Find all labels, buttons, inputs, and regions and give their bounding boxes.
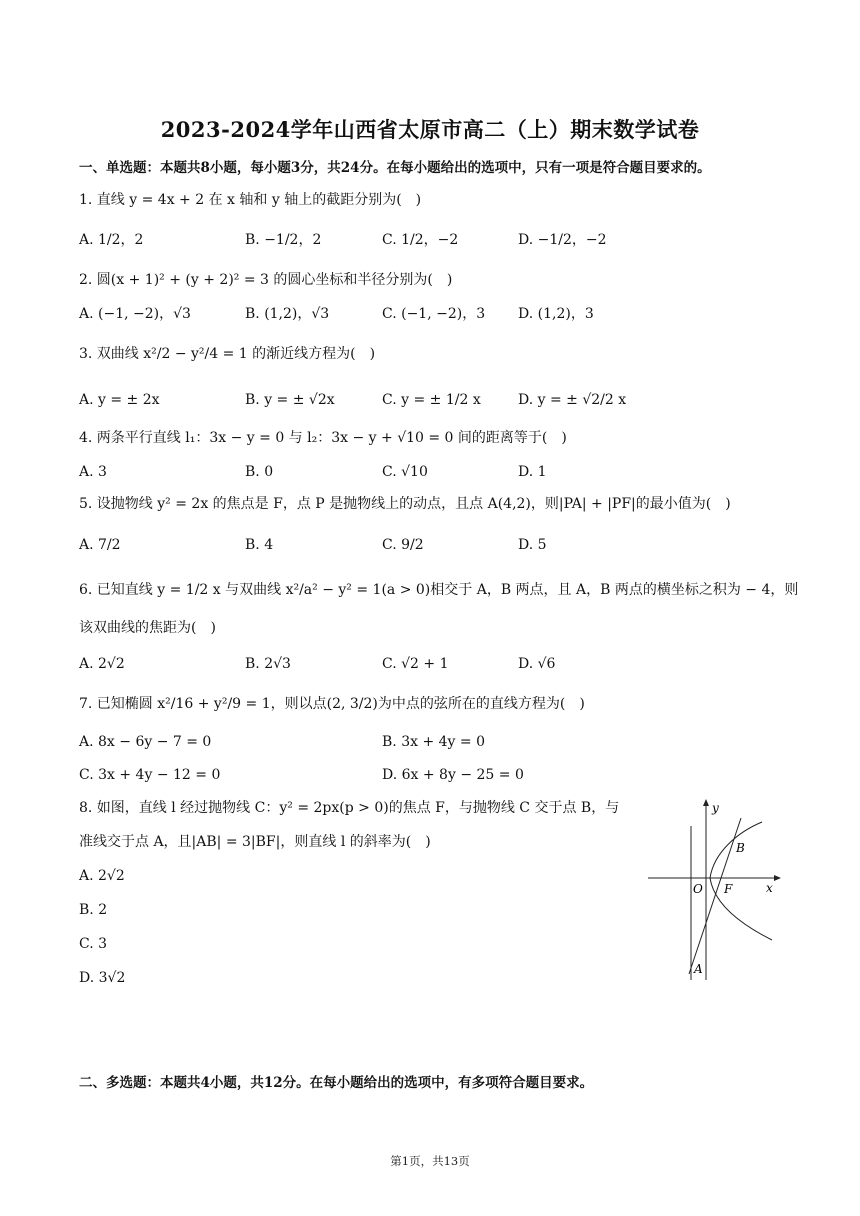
focus-label: F	[724, 882, 733, 896]
q8-option-a[interactable]: A. 2√2	[79, 868, 125, 884]
q3-option-d[interactable]: D. y = ± √2/2 x	[518, 392, 627, 408]
parabola-curve	[710, 822, 772, 940]
question-6: 6. 已知直线 y = 1/2 x 与双曲线 x²/a² − y² = 1(a > 0)相交于 A，B 两点，且 A，B 两点的横坐标之积为 − 4，则	[79, 582, 799, 598]
question-4: 4. 两条平行直线 l₁：3x − y = 0 与 l₂：3x − y + √10 = 0 间的距离等于( )	[79, 430, 567, 446]
point-b-label: B	[736, 841, 745, 855]
q4-option-b[interactable]: B. 0	[245, 464, 274, 480]
q8-option-b[interactable]: B. 2	[79, 902, 108, 918]
q7-option-a[interactable]: A. 8x − 6y − 7 = 0	[79, 734, 212, 750]
question-5: 5. 设抛物线 y² = 2x 的焦点是 F，点 P 是抛物线上的动点，且点 A(4,2)，则|PA| + |PF|的最小值为( )	[79, 496, 731, 512]
q5-option-d[interactable]: D. 5	[518, 537, 547, 553]
section-single-choice: 一、单选题：本题共8小题，每小题3分，共24分。在每小题给出的选项中，只有一项是符合题目要求的。	[79, 160, 711, 176]
q5-option-b[interactable]: B. 4	[245, 537, 274, 553]
question-6-cont: 该双曲线的焦距为( )	[79, 620, 216, 636]
q3-option-c[interactable]: C. y = ± 1/2 x	[382, 392, 481, 408]
q1-option-d[interactable]: D. −1/2，−2	[518, 232, 607, 248]
question-2: 2. 圆(x + 1)² + (y + 2)² = 3 的圆心坐标和半径分别为( )	[79, 272, 453, 288]
origin-label: O	[693, 882, 703, 896]
page-title: 2023-2024学年山西省太原市高二（上）期末数学试卷	[160, 117, 700, 142]
q4-option-d[interactable]: D. 1	[518, 464, 547, 480]
q8-option-c[interactable]: C. 3	[79, 936, 108, 952]
q2-option-c[interactable]: C. (−1, −2)，3	[382, 306, 486, 322]
q1-option-c[interactable]: C. 1/2，−2	[382, 232, 459, 248]
q2-option-d[interactable]: D. (1,2)，3	[518, 306, 594, 322]
q8-option-d[interactable]: D. 3√2	[79, 970, 126, 986]
q2-option-b[interactable]: B. (1,2)，√3	[245, 306, 330, 322]
q4-option-a[interactable]: A. 3	[79, 464, 107, 480]
q3-option-b[interactable]: B. y = ± √2x	[245, 392, 335, 408]
section-multi-choice: 二、多选题：本题共4小题，共12分。在每小题给出的选项中，有多项符合题目要求。	[79, 1075, 594, 1091]
q5-option-c[interactable]: C. 9/2	[382, 537, 424, 553]
q3-option-a[interactable]: A. y = ± 2x	[79, 392, 160, 408]
q7-option-b[interactable]: B. 3x + 4y = 0	[382, 734, 485, 750]
q1-option-a[interactable]: A. 1/2，2	[79, 232, 144, 248]
point-a-label: A	[694, 962, 703, 976]
q4-option-c[interactable]: C. √10	[382, 464, 428, 480]
q8-figure	[640, 796, 790, 982]
q7-option-d[interactable]: D. 6x + 8y − 25 = 0	[382, 767, 524, 783]
question-3: 3. 双曲线 x²/2 − y²/4 = 1 的渐近线方程为( )	[79, 346, 376, 362]
q1-option-b[interactable]: B. −1/2，2	[245, 232, 322, 248]
y-axis-arrow	[703, 799, 709, 806]
q2-option-a[interactable]: A. (−1, −2)，√3	[79, 306, 191, 322]
question-8-cont: 准线交于点 A，且|AB| = 3|BF|，则直线 l 的斜率为( )	[79, 834, 431, 850]
x-axis-arrow	[774, 875, 781, 881]
line-l	[689, 818, 741, 974]
y-axis-label: y	[712, 801, 719, 815]
x-axis-label: x	[766, 881, 773, 895]
page-footer: 第1页，共13页	[390, 1154, 470, 1168]
question-7: 7. 已知椭圆 x²/16 + y²/9 = 1，则以点(2, 3/2)为中点的弦所在的直线方程为( )	[79, 696, 585, 712]
q7-option-c[interactable]: C. 3x + 4y − 12 = 0	[79, 767, 221, 783]
q6-option-a[interactable]: A. 2√2	[79, 656, 125, 672]
q5-option-a[interactable]: A. 7/2	[79, 537, 121, 553]
question-1: 1. 直线 y = 4x + 2 在 x 轴和 y 轴上的截距分别为( )	[79, 192, 422, 208]
q6-option-b[interactable]: B. 2√3	[245, 656, 291, 672]
q6-option-c[interactable]: C. √2 + 1	[382, 656, 449, 672]
question-8: 8. 如图，直线 l 经过抛物线 C：y² = 2px(p > 0)的焦点 F，与抛物线 C 交于点 B，与	[79, 800, 620, 816]
q6-option-d[interactable]: D. √6	[518, 656, 556, 672]
